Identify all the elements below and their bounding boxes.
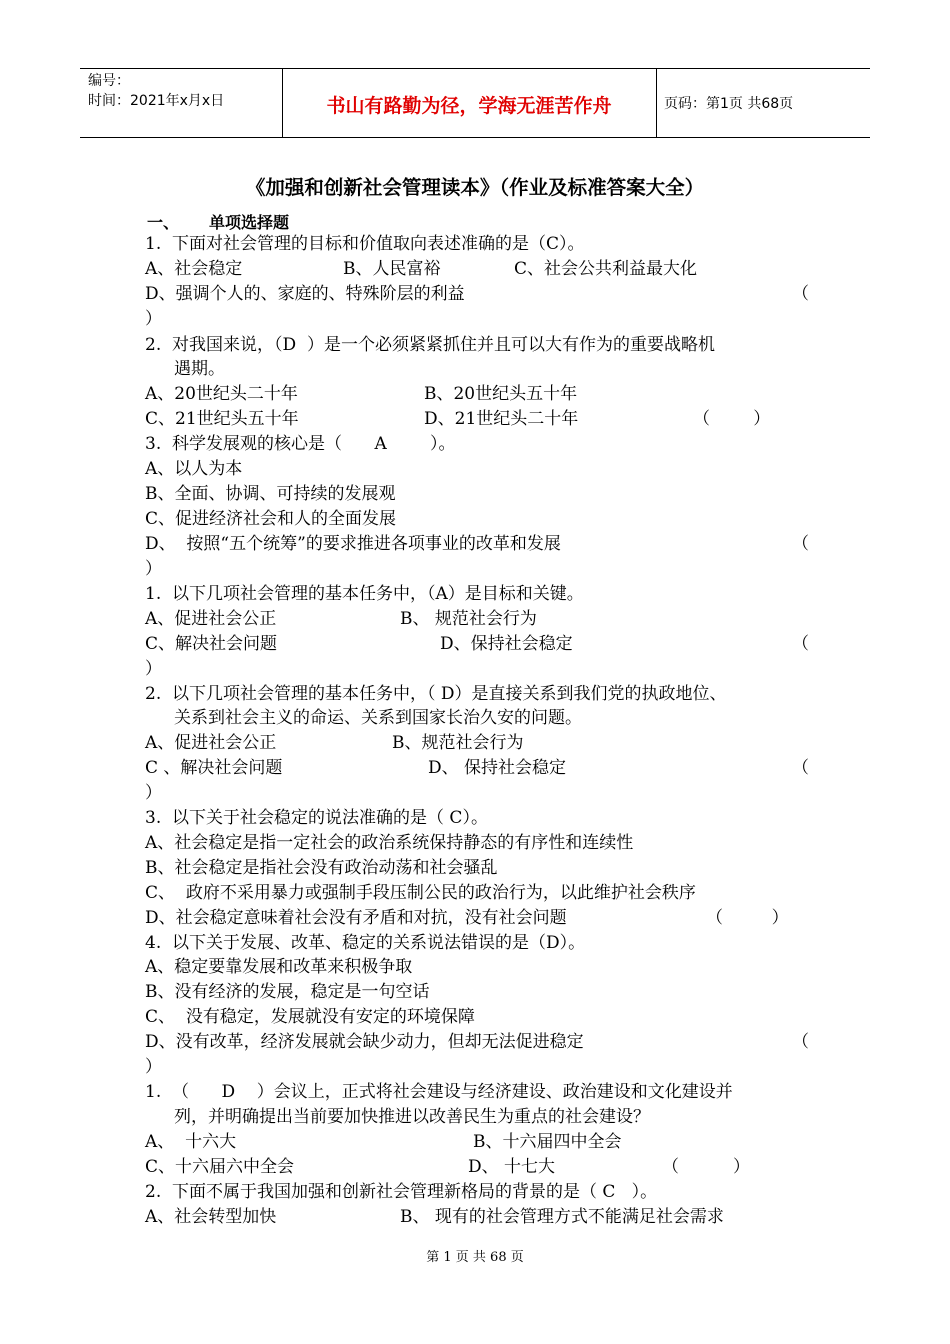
question-line: 2. 下面不属于我国加强和创新社会管理新格局的背景的是（ C ）。 (145, 1182, 658, 1202)
answer-paren: （ ） (693, 409, 771, 429)
time-label: 时间：2021年x月x日 (88, 93, 225, 109)
header-page-info: 页码：第1页 共68页 (664, 96, 794, 112)
question-line: 1. 以下几项社会管理的基本任务中，（A）是目标和关键。 (145, 584, 584, 604)
option-line: A、社会稳定 (145, 259, 243, 279)
option-line: B、规范社会行为 (392, 733, 524, 753)
option-line: D、社会稳定意味着社会没有矛盾和对抗，没有社会问题 (145, 908, 567, 928)
question-line: 2. 对我国来说，（D ）是一个必须紧紧抓住并且可以大有作为的重要战略机 (145, 335, 715, 355)
option-line: A、社会稳定是指一定社会的政治系统保持静态的有序性和连续性 (145, 833, 634, 853)
answer-paren: ） (145, 1057, 162, 1077)
option-line: D、 保持社会稳定 (428, 758, 567, 778)
option-line: B、社会稳定是指社会没有政治动荡和社会骚乱 (145, 858, 498, 878)
option-line: D、 按照“五个统筹”的要求推进各项事业的改革和发展 (145, 534, 561, 554)
header-meta (88, 71, 224, 111)
option-line: D、没有改革，经济发展就会缺少动力，但却无法促进稳定 (145, 1032, 584, 1052)
answer-paren: ） (145, 783, 162, 803)
option-line: B、 现有的社会管理方式不能满足社会需求 (400, 1207, 724, 1227)
option-line: D、21世纪头二十年 (424, 409, 579, 429)
answer-paren: ） (145, 659, 162, 679)
page-header (80, 68, 870, 138)
answer-paren: （ (792, 284, 809, 304)
option-line: B、没有经济的发展，稳定是一句空话 (145, 982, 430, 1002)
question-line: 1. 下面对社会管理的目标和价值取向表述准确的是（C）。 (145, 234, 585, 254)
option-line: B、20世纪头五十年 (424, 384, 578, 404)
option-line: A、促进社会公正 (145, 609, 277, 629)
option-line: C、十六届六中全会 (145, 1157, 295, 1177)
question-line: 3. 以下关于社会稳定的说法准确的是（ C）。 (145, 808, 488, 828)
question-line: 3. 科学发展观的核心是（ A ）。 (145, 434, 456, 454)
option-line: B、 规范社会行为 (400, 609, 537, 629)
question-line: 关系到社会主义的命运、关系到国家长治久安的问题。 (174, 708, 582, 728)
number-label: 编号： (88, 73, 130, 89)
option-line: C 、解决社会问题 (145, 758, 283, 778)
option-line: A、社会转型加快 (145, 1207, 277, 1227)
option-line: A、以人为本 (145, 459, 243, 479)
question-line: 2. 以下几项社会管理的基本任务中，（ D）是直接关系到我们党的执政地位、 (145, 684, 727, 704)
section-label: 单项选择题 (209, 213, 290, 232)
option-line: C、 政府不采用暴力或强制手段压制公民的政治行为，以此维护社会秩序 (145, 883, 696, 903)
option-line: A、稳定要靠发展和改革来积极争取 (145, 957, 413, 977)
option-line: A、促进社会公正 (145, 733, 277, 753)
document-title: 《加强和创新社会管理读本》（作业及标准答案大全） (245, 176, 705, 199)
option-line: B、十六届四中全会 (473, 1132, 622, 1152)
answer-paren: （ (792, 1032, 809, 1052)
section-number: 一、 (147, 213, 180, 232)
header-divider (656, 69, 657, 137)
answer-paren: ） (145, 309, 162, 329)
answer-paren: （ (792, 634, 809, 654)
option-line: D、 十七大 (468, 1157, 556, 1177)
question-line: 4. 以下关于发展、改革、稳定的关系说法错误的是（D）。 (145, 933, 586, 953)
question-line: 列，并明确提出当前要加快推进以改善民生为重点的社会建设？ (174, 1107, 650, 1127)
option-line: C、促进经济社会和人的全面发展 (145, 509, 397, 529)
answer-paren: （ (792, 534, 809, 554)
option-line: C、 没有稳定，发展就没有安定的环境保障 (145, 1007, 475, 1027)
answer-paren: （ ） (706, 908, 789, 928)
option-line: C、21世纪头五十年 (145, 409, 299, 429)
answer-paren: ） (145, 559, 162, 579)
option-line: B、人民富裕 (343, 259, 441, 279)
option-line: B、全面、协调、可持续的发展观 (145, 484, 396, 504)
option-line: A、 十六大 (145, 1132, 237, 1152)
section-heading (147, 210, 289, 233)
option-line: A、20世纪头二十年 (145, 384, 298, 404)
question-line: 遇期。 (174, 359, 225, 379)
question-line: 1. （ D ）会议上，正式将社会建设与经济建设、政治建设和文化建设并 (145, 1082, 733, 1102)
page-footer: 第 1 页 共 68 页 (426, 1250, 524, 1265)
header-motto: 书山有路勤为径，学海无涯苦作舟 (326, 95, 612, 117)
option-line: C、社会公共利益最大化 (514, 259, 698, 279)
answer-paren: （ ） (662, 1157, 751, 1177)
option-line: D、保持社会稳定 (440, 634, 573, 654)
answer-paren: （ (792, 758, 809, 778)
option-line: D、强调个人的、家庭的、特殊阶层的利益 (145, 284, 465, 304)
option-line: C、解决社会问题 (145, 634, 278, 654)
